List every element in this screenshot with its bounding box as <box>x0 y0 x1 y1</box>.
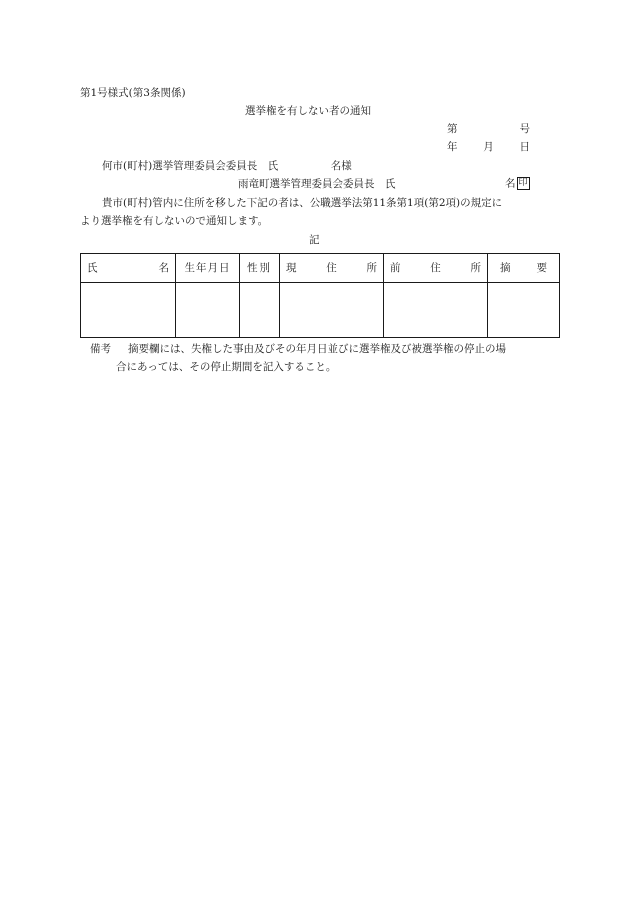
sender-title: 雨竜町選挙管理委員会委員長 氏 <box>238 178 396 190</box>
seal-stamp: 印 <box>518 178 528 188</box>
number-prefix: 第 <box>447 123 458 135</box>
header-gender: 性別 <box>240 254 280 283</box>
header-remarks: 摘 要 <box>488 254 560 283</box>
ki-marker: 記 <box>309 234 320 246</box>
body-line-1: 貴市(町村)管内に住所を移した下記の者は、公職選挙法第11条第1項(第2項)の規定に <box>102 197 503 209</box>
sender-name-seal <box>505 177 530 190</box>
cell-remarks <box>488 283 560 338</box>
header-name: 氏 名 <box>81 254 176 283</box>
form-label: 第1号様式(第3条関係) <box>80 87 186 99</box>
number-suffix: 号 <box>519 123 530 135</box>
date-month: 月 <box>483 141 494 153</box>
sender-name-char: 名 <box>505 177 516 190</box>
number-line <box>447 124 530 135</box>
header-birthdate: 生年月日 <box>176 254 240 283</box>
table-row <box>81 283 560 338</box>
addressee: 何市(町村)選挙管理委員会委員長 氏 名様 <box>102 160 352 172</box>
body-line-2: より選挙権を有しないので通知します。 <box>80 215 269 227</box>
date-year: 年 <box>447 141 458 153</box>
header-previous-address: 前 住 所 <box>384 254 488 283</box>
record-table <box>80 253 560 338</box>
table-header-row <box>81 254 560 283</box>
cell-current-address <box>280 283 384 338</box>
date-line <box>447 142 530 153</box>
notes-label: 備考 <box>90 343 111 355</box>
document-title: 選挙権を有しない者の通知 <box>245 105 371 117</box>
notes-line-2: 合にあっては、その停止期間を記入すること。 <box>116 361 337 373</box>
cell-previous-address <box>384 283 488 338</box>
cell-name <box>81 283 176 338</box>
cell-birthdate <box>176 283 240 338</box>
header-current-address: 現 住 所 <box>280 254 384 283</box>
cell-gender <box>240 283 280 338</box>
notes-line-1: 摘要欄には、失権した事由及びその年月日並びに選挙権及び被選挙権の停止の場 <box>128 343 506 355</box>
date-day: 日 <box>519 141 530 153</box>
